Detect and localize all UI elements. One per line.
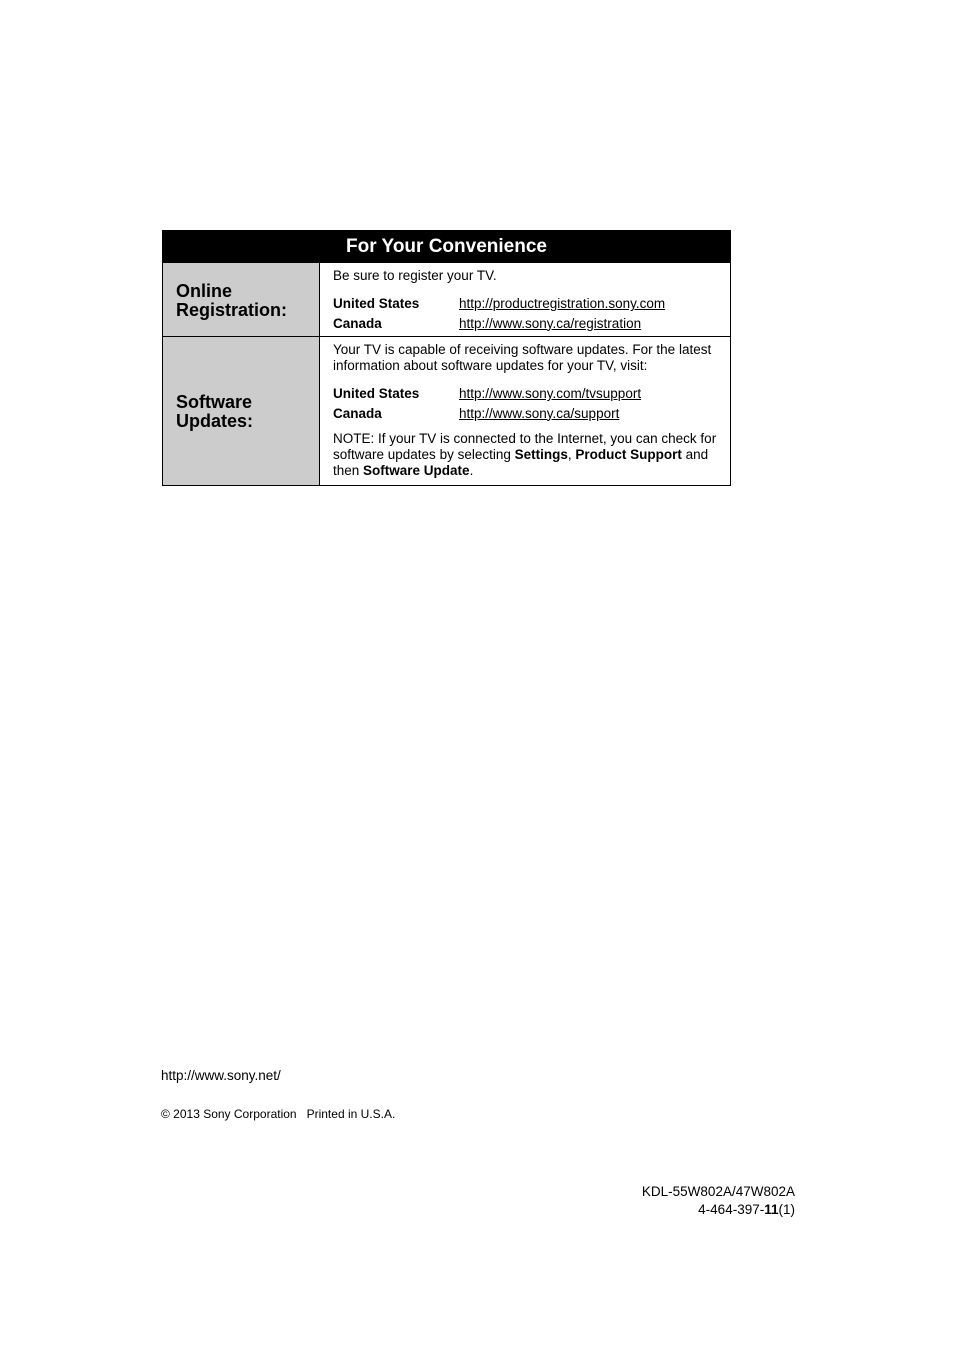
convenience-table (162, 230, 731, 486)
link-row (333, 294, 720, 314)
registration-intro: Be sure to register your TV. (333, 268, 497, 283)
country-label: Canada (333, 405, 382, 421)
note-text: . (469, 463, 474, 478)
registration-link-canada[interactable]: http://www.sony.ca/registration (459, 315, 642, 331)
note-product-support: Product Support (575, 447, 682, 462)
software-label-line2: Updates: (176, 411, 254, 431)
part-suffix: (1) (778, 1202, 795, 1217)
note-software-update: Software Update (363, 463, 470, 478)
country-label: United States (333, 386, 420, 401)
software-intro: Your TV is capable of receiving software updates. For the latest information about software updates for your TV, visit: (333, 342, 712, 373)
software-label (163, 337, 320, 485)
registration-label (163, 263, 320, 336)
software-label-line1: Software (176, 392, 253, 412)
link-row (333, 384, 720, 404)
country-label: Canada (333, 315, 382, 331)
registration-label-line1: Online (176, 280, 233, 301)
software-link-us[interactable]: http://www.sony.com/tvsupport (459, 386, 642, 401)
software-content (320, 337, 730, 485)
copyright-line (161, 1107, 395, 1121)
table-header: For Your Convenience (163, 231, 730, 263)
software-note (333, 431, 720, 479)
software-row (163, 336, 730, 485)
model-info (642, 1183, 795, 1219)
registration-links (333, 294, 720, 333)
software-links (333, 384, 720, 423)
printed-text: Printed in U.S.A. (306, 1107, 396, 1121)
note-text: , (567, 447, 576, 462)
part-prefix: 4-464-397- (698, 1202, 765, 1217)
registration-row (163, 263, 730, 336)
software-link-canada[interactable]: http://www.sony.ca/support (459, 405, 620, 421)
note-text: NOTE: If your TV is connected to the Internet, you can check for software updates by selecting (333, 431, 717, 462)
country-label: United States (333, 296, 420, 311)
part-bold: 11 (764, 1202, 779, 1217)
part-number (642, 1201, 795, 1219)
link-row (333, 314, 720, 334)
copyright-text: © 2013 Sony Corporation (161, 1107, 297, 1121)
registration-label-line2: Registration: (176, 299, 288, 320)
footer-url[interactable]: http://www.sony.net/ (161, 1068, 281, 1083)
model-number: KDL-55W802A/47W802A (641, 1184, 795, 1199)
registration-link-us[interactable]: http://productregistration.sony.com (459, 296, 666, 311)
registration-content (320, 263, 730, 336)
note-text: and then (333, 447, 709, 478)
link-row (333, 404, 720, 424)
note-settings: Settings (514, 447, 568, 462)
